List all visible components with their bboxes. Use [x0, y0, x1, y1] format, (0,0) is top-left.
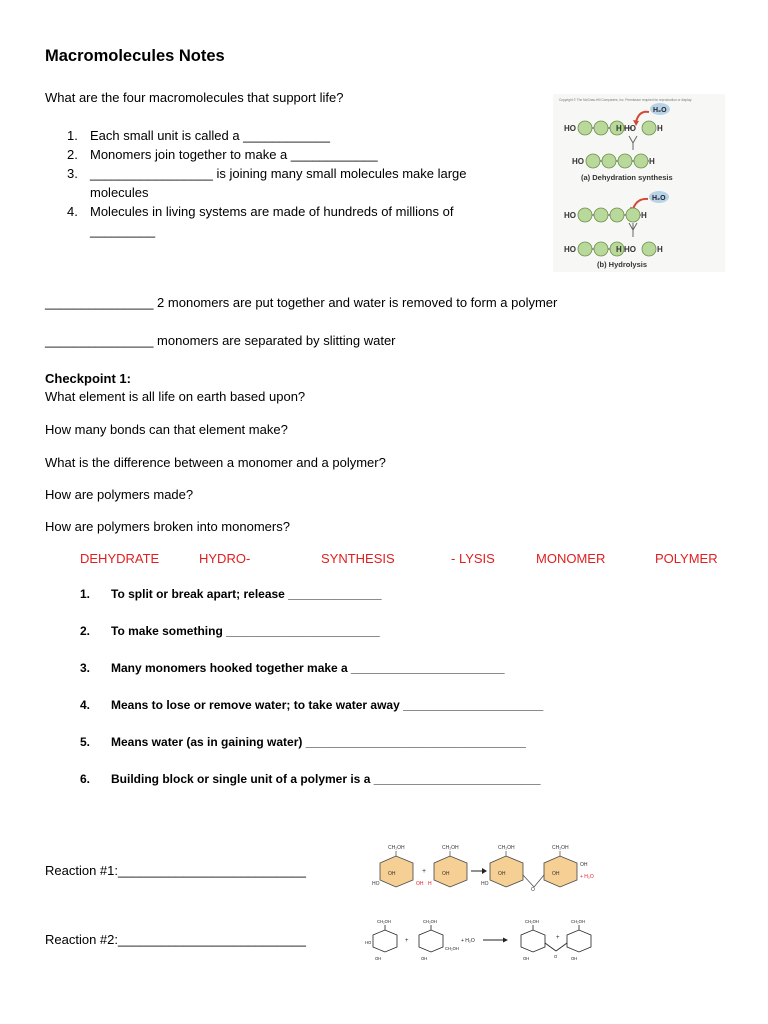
checkpoint-question: What element is all life on earth based upon?	[45, 389, 306, 404]
list-item: 2. Monomers join together to make a ____________	[67, 147, 378, 162]
arrow-right-icon	[503, 938, 508, 943]
h-label: H	[657, 245, 663, 254]
oh-label: OH	[442, 871, 450, 877]
checkpoint-question: How many bonds can that element make?	[45, 422, 288, 437]
caption-dehydration: (a) Dehydration synthesis	[581, 173, 673, 182]
vocab-item: 5. Means water (as in gaining water) _________________________________	[80, 735, 526, 749]
ho-label: HO	[572, 157, 584, 166]
reaction-1-structure	[368, 842, 600, 900]
plus-h2o-label: + H₂O	[580, 874, 594, 880]
checkpoint-heading: Checkpoint 1:	[45, 371, 131, 386]
ch2oh-label: CH₂OH	[552, 845, 569, 851]
oh-label: OH	[580, 862, 588, 868]
h-label: H	[657, 124, 663, 133]
checkpoint-question: What is the difference between a monomer and a polymer?	[45, 455, 386, 470]
oh-label: OH	[375, 956, 382, 961]
word-bank-lysis: - LYSIS	[451, 551, 495, 566]
numbered-list	[67, 126, 507, 240]
o-label: O	[531, 887, 535, 893]
arrow-right-icon	[482, 868, 487, 874]
reaction-2-structure	[365, 918, 613, 964]
oh-label: OH	[498, 871, 506, 877]
word-bank-dehydrate: DEHYDRATE	[80, 551, 160, 566]
plus-label: +	[422, 868, 427, 875]
h-label: H	[641, 211, 647, 220]
oh-label: OH	[552, 871, 560, 877]
fill-in-hydrolysis: _______________ monomers are separated by slitting water	[45, 333, 396, 348]
ch2oh-label: CH₂OH	[388, 845, 405, 851]
plus-label: +	[556, 935, 560, 941]
h-label: H	[428, 881, 432, 887]
plus-label: +	[405, 938, 409, 944]
vocab-item: 3. Many monomers hooked together make a _______________________	[80, 661, 505, 675]
oh-label: OH	[388, 871, 396, 877]
vocab-item: 2. To make something _______________________	[80, 624, 380, 638]
ch2oh-label: CH₂OH	[571, 919, 585, 924]
list-item: 3. _________________ is joining many small molecules make large molecules	[67, 166, 467, 200]
reaction-1-label: Reaction #1:__________________________	[45, 863, 306, 878]
oh-label: OH	[523, 956, 530, 961]
fill-in-dehydration: _______________ 2 monomers are put together and water is removed to form a polymer	[45, 295, 558, 310]
page-title: Macromolecules Notes	[45, 47, 225, 65]
o-label: O	[554, 954, 558, 959]
h-ho-label: H HO	[616, 124, 636, 133]
checkpoint-question: How are polymers made?	[45, 487, 194, 502]
ho-label: HO	[564, 245, 576, 254]
oh-label: OH	[571, 956, 578, 961]
vocab-item: 6. Building block or single unit of a polymer is a _________________________	[80, 772, 541, 786]
vocab-item: 4. Means to lose or remove water; to take water away _____________________	[80, 698, 544, 712]
ho-label: HO	[564, 124, 576, 133]
ho-label: HO	[481, 881, 489, 887]
word-bank-polymer: POLYMER	[655, 551, 718, 566]
reaction-2-label: Reaction #2:__________________________	[45, 932, 306, 947]
h-label: H	[649, 157, 655, 166]
h-ho-label: H HO	[616, 245, 636, 254]
checkpoint-question: How are polymers broken into monomers?	[45, 519, 290, 534]
ch2oh-label: CH₂OH	[445, 946, 459, 951]
water-label: H₂O	[652, 195, 666, 202]
ho-label: HO	[372, 881, 380, 887]
oh-label: OH	[416, 881, 424, 887]
word-bank-monomer: MONOMER	[536, 551, 606, 566]
caption-hydrolysis: (b) Hydrolysis	[597, 260, 648, 269]
word-bank-hydro: HYDRO-	[199, 551, 251, 566]
vocab-item: 1. To split or break apart; release ______________	[80, 587, 382, 601]
oh-label: OH	[421, 956, 428, 961]
ch2oh-label: CH₂OH	[525, 919, 539, 924]
ch2oh-label: CH₂OH	[442, 845, 459, 851]
water-label: H₂O	[653, 107, 667, 114]
ho-label: HO	[365, 940, 372, 945]
plus-h2o-label: + H₂O	[461, 938, 475, 944]
list-item: 1. Each small unit is called a ____________	[67, 128, 330, 143]
list-item: 4. Molecules in living systems are made of hundreds of millions of _________	[67, 204, 454, 238]
figure-copyright: Copyright © The McGraw-Hill Companies, Inc. Permission required for reproduction or display.	[559, 98, 692, 102]
ch2oh-label: CH₂OH	[423, 919, 437, 924]
intro-question: What are the four macromolecules that support life?	[45, 90, 344, 105]
dehydration-hydrolysis-figure	[553, 94, 725, 272]
ho-label: HO	[564, 211, 576, 220]
ch2oh-label: CH₂OH	[498, 845, 515, 851]
word-bank-synthesis: SYNTHESIS	[321, 551, 395, 566]
ch2oh-label: CH₂OH	[377, 919, 391, 924]
